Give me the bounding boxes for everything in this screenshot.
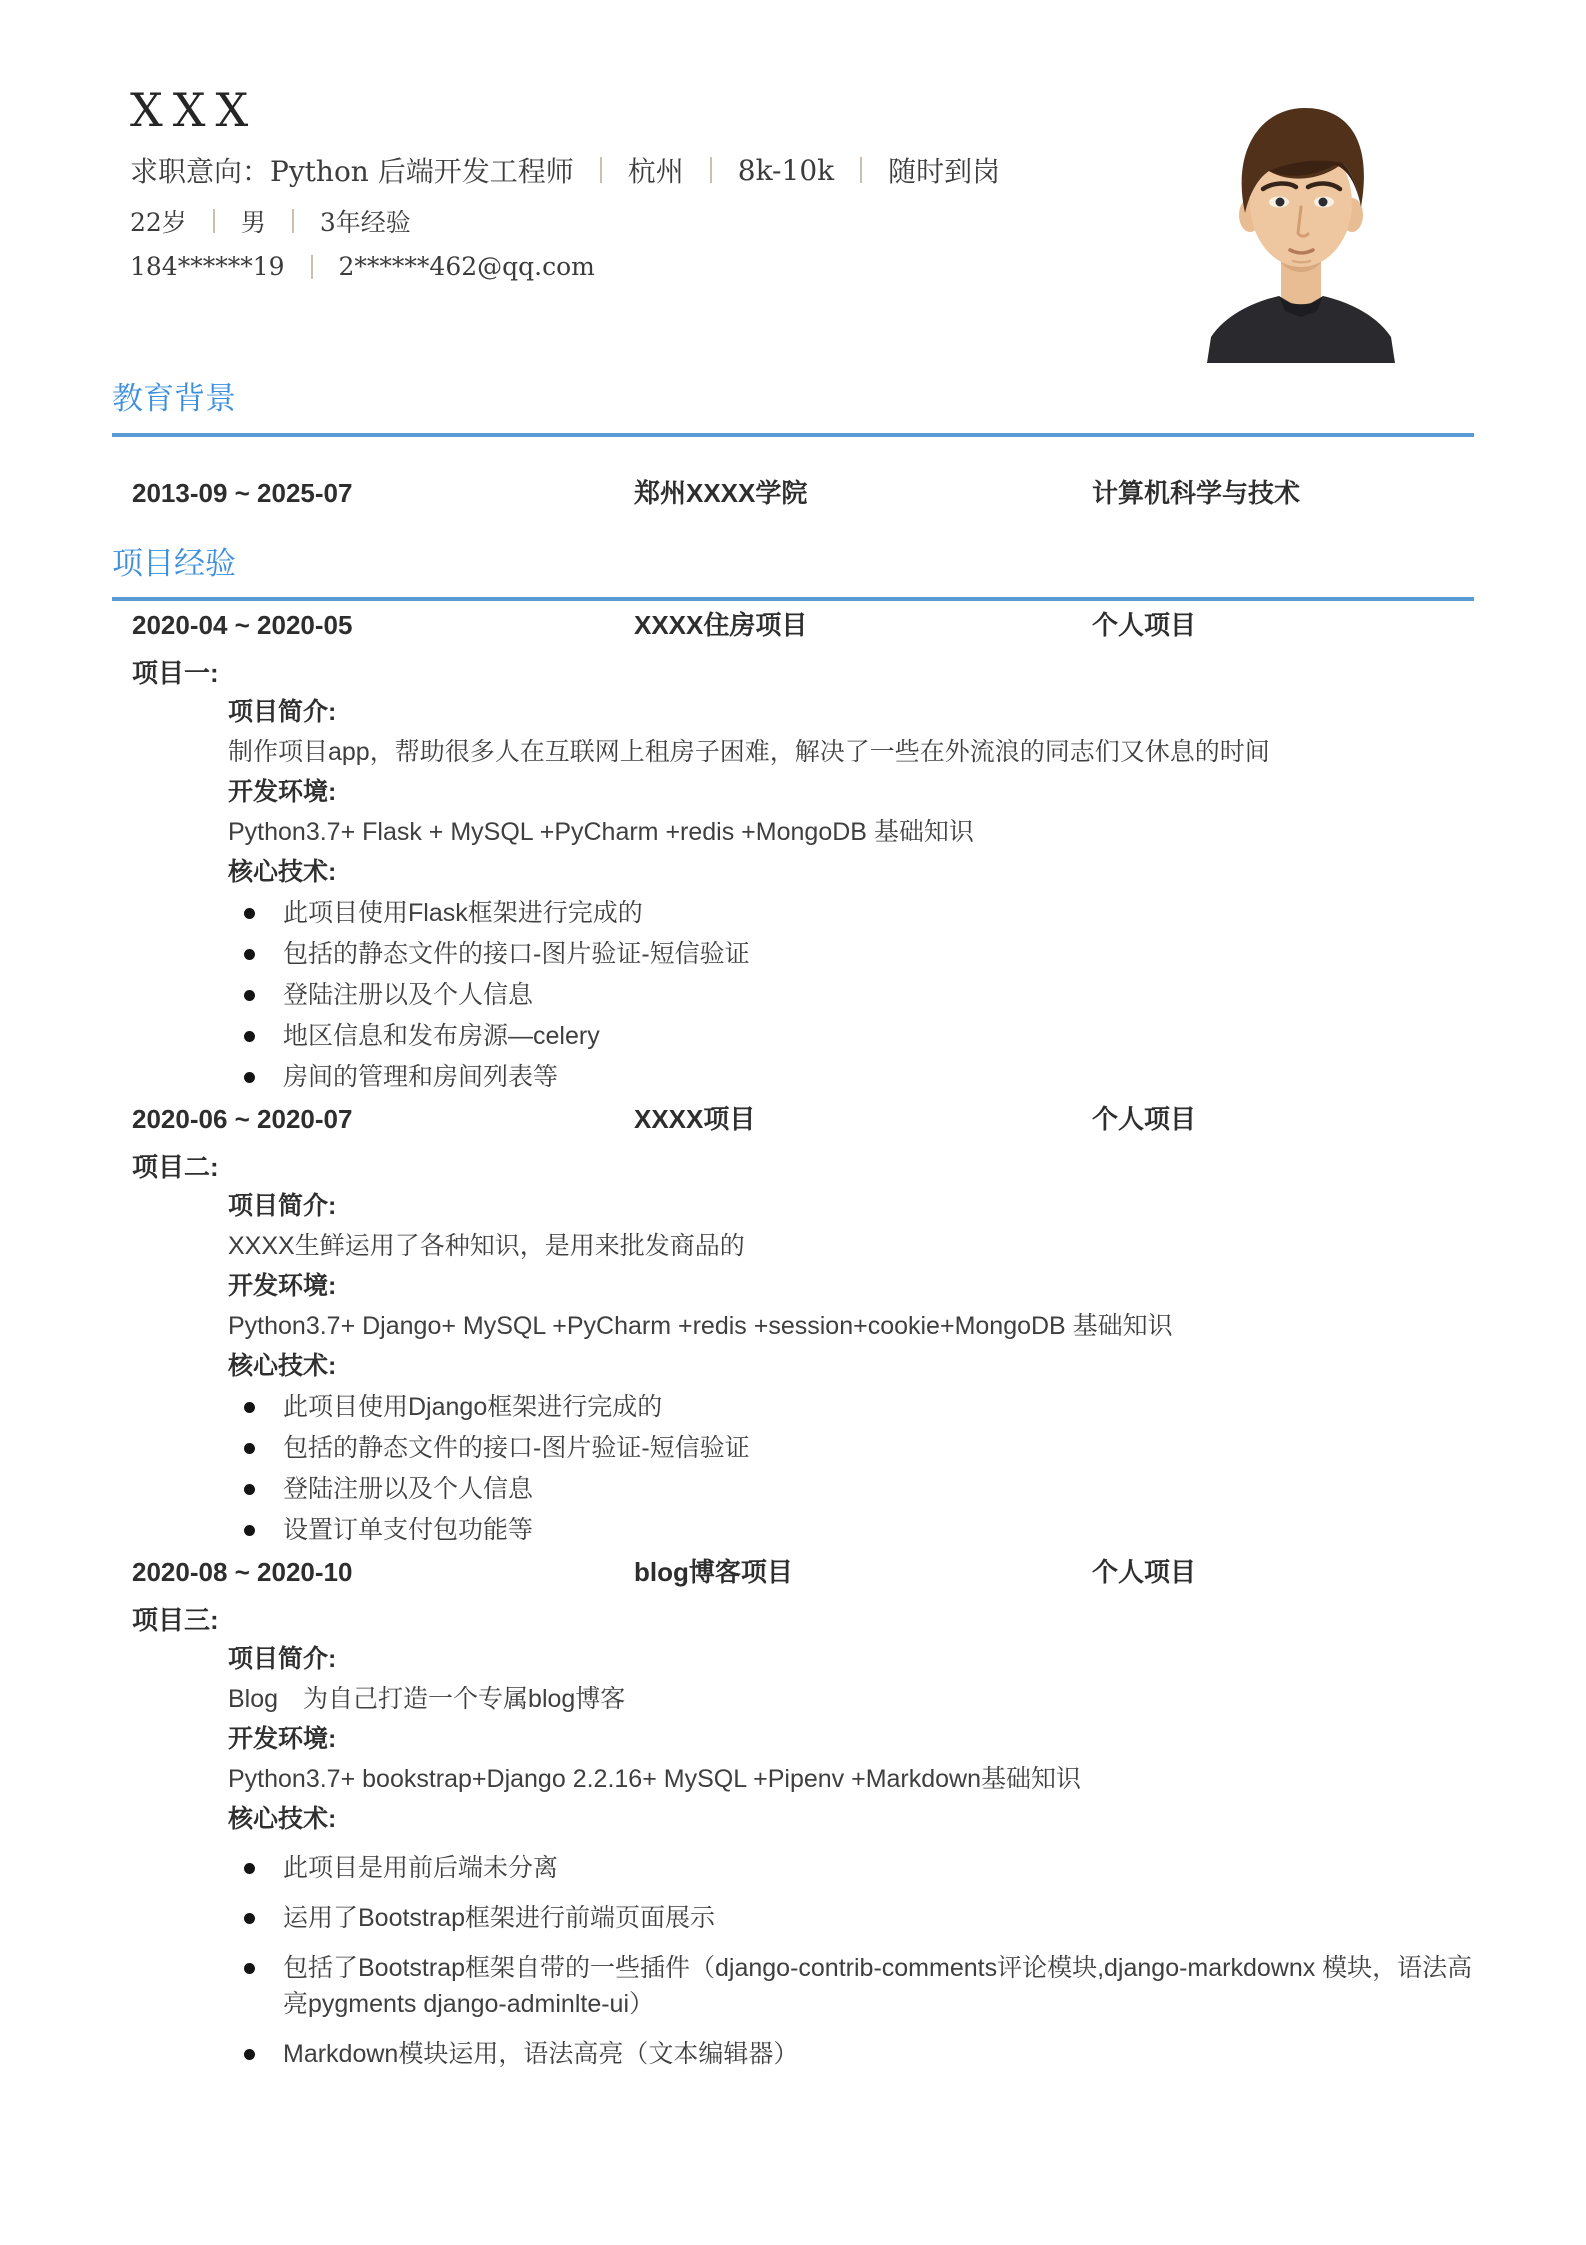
separator (311, 255, 313, 279)
bullet-item (244, 2036, 1474, 2072)
project-heading: 项目一: (132, 658, 219, 688)
project-details (228, 1642, 1474, 1836)
bullet-text: 设置订单支付包功能等 (283, 1516, 534, 1544)
experience-years: 3年经验 (319, 208, 411, 237)
section-title-education: 教育背景 (112, 381, 236, 416)
separator (710, 157, 712, 183)
bullet-text: 地区信息和发布房源—celery (283, 1022, 600, 1050)
bullet-text: 此项目是用前后端未分离 (283, 1854, 559, 1882)
intro-label: 项目简介: (228, 1645, 337, 1673)
bullet-text: 登陆注册以及个人信息 (283, 1475, 534, 1503)
bullet-text: 运用了Bootstrap框架进行前端页面展示 (283, 1904, 716, 1932)
bullet-dot (244, 1072, 255, 1083)
bullet-dot (244, 1863, 255, 1874)
candidate-name: XXX (130, 83, 259, 137)
contact-line (130, 252, 1000, 281)
tech-label: 核心技术: (228, 1805, 337, 1833)
bullet-dot (244, 2049, 255, 2060)
project-name: XXXX项目 (634, 1104, 756, 1134)
project-period: 2020-06 ~ 2020-07 (132, 1104, 353, 1134)
env-label: 开发环境: (228, 778, 337, 806)
bullet-item (244, 1059, 1474, 1095)
separator (213, 209, 215, 233)
project-env: Python3.7+ bookstrap+Django 2.2.16+ MySQL +Pipenv +Markdown基础知识 (228, 1765, 1082, 1793)
section-title-projects: 项目经验 (112, 546, 236, 581)
separator (860, 157, 862, 183)
bullet-item (244, 1430, 1474, 1466)
project-details (228, 1189, 1474, 1383)
project-type-badge: 个人项目 (1092, 1557, 1197, 1587)
project-bullet-list (244, 1850, 1474, 2072)
project-details (228, 695, 1474, 889)
bullet-dot (244, 1913, 255, 1924)
bullet-text: 登陆注册以及个人信息 (283, 981, 534, 1009)
project-type-badge: 个人项目 (1092, 1104, 1197, 1134)
bullet-dot (244, 1402, 255, 1413)
intro-label: 项目简介: (228, 698, 337, 726)
gender: 男 (240, 208, 266, 237)
job-intent: 求职意向：Python 后端开发工程师 (130, 155, 574, 188)
project-period: 2020-08 ~ 2020-10 (132, 1557, 353, 1587)
separator (600, 157, 602, 183)
bullet-dot (244, 990, 255, 1001)
bullet-text: 包括了Bootstrap框架自带的一些插件（django-contrib-comments评论模块,django-markdownx 模块，语法高亮pygments django-adminlte-ui） (283, 1954, 1473, 2018)
bullet-text: 此项目使用Flask框架进行完成的 (283, 899, 643, 927)
project-bullet-list (244, 1389, 1474, 1548)
male-portrait-illustration (1205, 85, 1397, 363)
project-heading: 项目三: (132, 1605, 219, 1635)
resume-body (112, 378, 1474, 2086)
bullet-item (244, 1018, 1474, 1054)
project-intro: XXXX生鲜运用了各种知识，是用来批发商品的 (228, 1232, 745, 1260)
bullet-item (244, 936, 1474, 972)
env-label: 开发环境: (228, 1272, 337, 1300)
bullet-dot (244, 1525, 255, 1536)
project-heading: 项目二: (132, 1152, 219, 1182)
project-intro: Blog 为自己打造一个专属blog博客 (228, 1685, 626, 1713)
bullet-dot (244, 1443, 255, 1454)
bullet-item (244, 1389, 1474, 1425)
bullet-item (244, 1950, 1474, 2022)
env-label: 开发环境: (228, 1725, 337, 1753)
bullet-item (244, 1850, 1474, 1886)
section-divider (112, 433, 1474, 437)
bullet-dot (244, 1484, 255, 1495)
bullet-text: 包括的静态文件的接口-图片验证-短信验证 (283, 1434, 750, 1462)
bullet-text: 房间的管理和房间列表等 (283, 1063, 559, 1091)
bullet-dot (244, 1963, 255, 1974)
education-school: 郑州XXXX学院 (634, 478, 808, 508)
bullet-text: Markdown模块运用，语法高亮（文本编辑器） (283, 2040, 799, 2068)
email-address: 2******462@qq.com (338, 252, 595, 281)
age: 22岁 (130, 208, 187, 237)
resume-header (130, 84, 1000, 281)
project-intro: 制作项目app，帮助很多人在互联网上租房子困难，解决了一些在外流浪的同志们又休息的时间 (228, 738, 1270, 766)
project-period: 2020-04 ~ 2020-05 (132, 610, 353, 640)
bullet-item (244, 1471, 1474, 1507)
tech-label: 核心技术: (228, 858, 337, 886)
phone-number: 184******19 (130, 252, 285, 281)
bullet-item (244, 1900, 1474, 1936)
bullet-dot (244, 949, 255, 960)
bullet-dot (244, 1031, 255, 1042)
education-major: 计算机科学与技术 (1092, 478, 1301, 508)
section-divider (112, 597, 1474, 601)
bullet-dot (244, 908, 255, 919)
avatar (1205, 85, 1397, 363)
project-row (112, 1556, 1474, 1588)
availability: 随时到岗 (888, 155, 1001, 188)
project-row (112, 1103, 1474, 1135)
salary-range: 8k-10k (737, 153, 835, 187)
bullet-item (244, 895, 1474, 931)
project-env: Python3.7+ Flask + MySQL +PyCharm +redis +MongoDB 基础知识 (228, 818, 974, 846)
project-bullet-list (244, 895, 1474, 1095)
education-row (112, 477, 1474, 509)
bullet-text: 包括的静态文件的接口-图片验证-短信验证 (283, 940, 750, 968)
job-city: 杭州 (627, 155, 684, 188)
intro-label: 项目简介: (228, 1192, 337, 1220)
tech-label: 核心技术: (228, 1352, 337, 1380)
personal-info-line (130, 203, 1000, 239)
bullet-item (244, 1512, 1474, 1548)
project-env: Python3.7+ Django+ MySQL +PyCharm +redis +session+cookie+MongoDB 基础知识 (228, 1312, 1173, 1340)
project-type-badge: 个人项目 (1092, 610, 1197, 640)
project-name: blog博客项目 (634, 1557, 793, 1587)
separator (292, 209, 294, 233)
education-period: 2013-09 ~ 2025-07 (132, 478, 353, 508)
project-name: XXXX住房项目 (634, 610, 808, 640)
project-row (112, 609, 1474, 641)
job-intent-line (130, 150, 1000, 190)
bullet-text: 此项目使用Django框架进行完成的 (283, 1393, 663, 1421)
bullet-item (244, 977, 1474, 1013)
